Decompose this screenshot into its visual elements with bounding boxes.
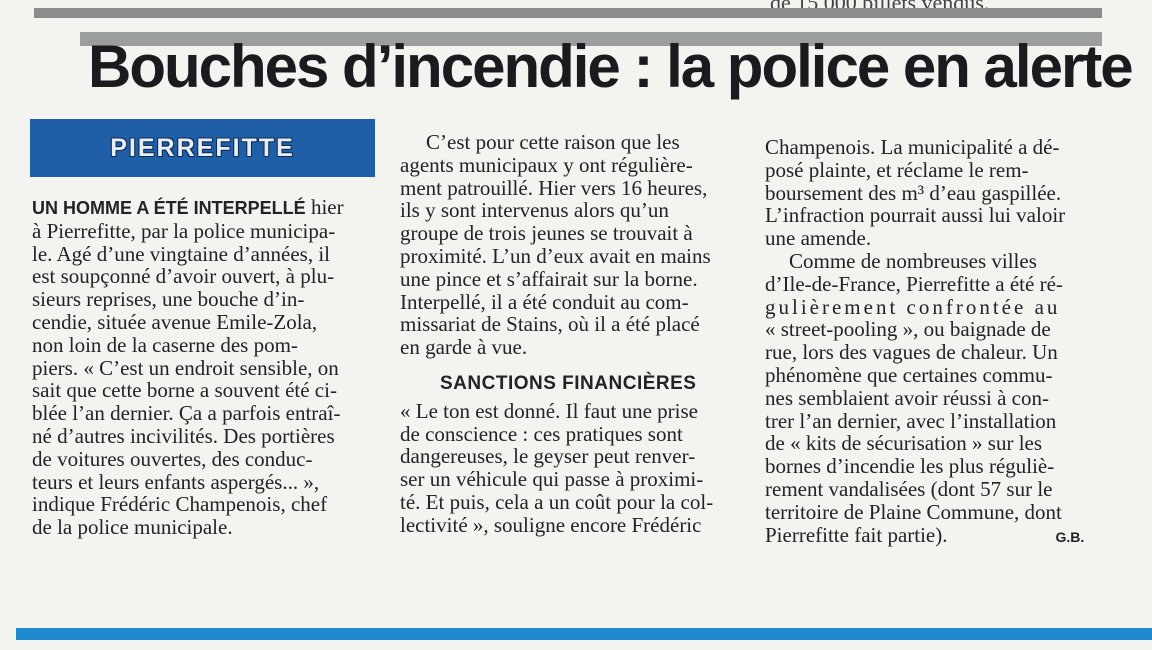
text-line: gulièrement confrontée au xyxy=(765,294,1061,319)
kicker-label: PIERREFITTE xyxy=(110,133,295,162)
text-line: territoire de Plaine Commune, dont xyxy=(765,499,1062,524)
text-line: « Le ton est donné. Il faut une prise xyxy=(400,398,698,423)
lead-line xyxy=(32,196,382,220)
text-line: missariat de Stains, où il a été placé xyxy=(400,312,700,337)
text-line: L’infraction pourrait aussi lui valoir xyxy=(765,203,1066,228)
lead-caps: UN HOMME A ÉTÉ INTERPELLÉ xyxy=(32,198,306,218)
text-line: trer l’an dernier, avec l’installation xyxy=(765,408,1057,433)
article-column-1 xyxy=(32,196,382,539)
text-line: Pierrefitte fait partie). xyxy=(765,522,948,547)
article-headline: Bouches d’incendie : la police en alerte xyxy=(88,33,1132,100)
text-line: sieurs reprises, une bouche d’in- xyxy=(32,287,305,312)
text-line: une pince et s’affairait sur la borne. xyxy=(400,266,698,291)
text-line: d’Ile-de-France, Pierrefitte a été ré- xyxy=(765,271,1063,296)
text-line: piers. « C’est un endroit sensible, on xyxy=(32,355,339,380)
text-line: dangereuses, le geyser peut renver- xyxy=(400,444,696,469)
text-line: de conscience : ces pratiques sont xyxy=(400,421,683,446)
text-line: teurs et leurs enfants aspergés... », xyxy=(32,469,320,494)
text-line: né d’autres incivilités. Des portières xyxy=(32,423,335,448)
text-line: phénomène que certaines commu- xyxy=(765,362,1053,387)
last-line xyxy=(765,524,1105,549)
text-line: rement vandalisées (dont 57 sur le xyxy=(765,476,1053,501)
text-line: « street-pooling », ou baignade de xyxy=(765,317,1051,342)
text-line: posé plainte, et réclame le rem- xyxy=(765,157,1029,182)
text-line: cendie, située avenue Emile-Zola, xyxy=(32,309,318,334)
text-line: Champenois. La municipalité a dé- xyxy=(765,135,1060,159)
text-line: proximité. L’un d’eux avait en mains xyxy=(400,243,711,268)
text-line: une amende. xyxy=(765,226,872,251)
author-byline: G.B. xyxy=(1055,528,1085,545)
text-line: C’est pour cette raison que les xyxy=(426,130,680,154)
text-line: boursement des m³ d’eau gaspillée. xyxy=(765,180,1062,205)
bottom-rule xyxy=(16,628,1152,640)
text-line: té. Et puis, cela a un coût pour la col- xyxy=(400,489,714,514)
text-line: Interpellé, il a été conduit au com- xyxy=(400,289,689,314)
text-line: le. Agé d’une vingtaine d’années, il xyxy=(32,241,330,266)
text-line: est soupçonné d’avoir ouvert, à plu- xyxy=(32,264,335,289)
article-column-3 xyxy=(765,136,1105,548)
text-line: agents municipaux y ont régulière- xyxy=(400,152,693,177)
text-line: en garde à vue. xyxy=(400,335,528,360)
text-line: lectivité », souligne encore Frédéric xyxy=(400,512,702,537)
text-line: ment patrouillé. Hier vers 16 heures, xyxy=(400,175,708,200)
text-line: rue, lors des vagues de chaleur. Un xyxy=(765,340,1058,365)
article-column-2 xyxy=(400,131,745,537)
text-line: de « kits de sécurisation » sur les xyxy=(765,431,1043,456)
text-line: de la police municipale. xyxy=(32,515,233,540)
text-line: nes semblaient avoir réussi à con- xyxy=(765,385,1049,410)
section-subhead: SANCTIONS FINANCIÈRES xyxy=(440,372,697,394)
text-line: groupe de trois jeunes se trouvait à xyxy=(400,221,693,246)
text-line: ser un véhicule qui passe à proximi- xyxy=(400,467,704,492)
text-line: ils y sont intervenus alors qu’un xyxy=(400,198,669,223)
text-line: sait que cette borne a souvent été ci- xyxy=(32,378,337,403)
text-line: à Pierrefitte, par la police municipa- xyxy=(32,218,336,243)
lead-rest: hier xyxy=(305,195,344,219)
text-line: non loin de la caserne des pom- xyxy=(32,332,298,357)
location-kicker xyxy=(30,119,375,177)
text-line: blée l’an dernier. Ça a parfois entraî- xyxy=(32,401,341,426)
text-line: bornes d’incendie les plus réguliè- xyxy=(765,454,1055,479)
text-line: Comme de nombreuses villes xyxy=(789,248,1037,273)
top-rule xyxy=(34,8,1102,18)
text-line: de voitures ouvertes, des conduc- xyxy=(32,446,313,471)
text-line: indique Frédéric Champenois, chef xyxy=(32,492,328,517)
